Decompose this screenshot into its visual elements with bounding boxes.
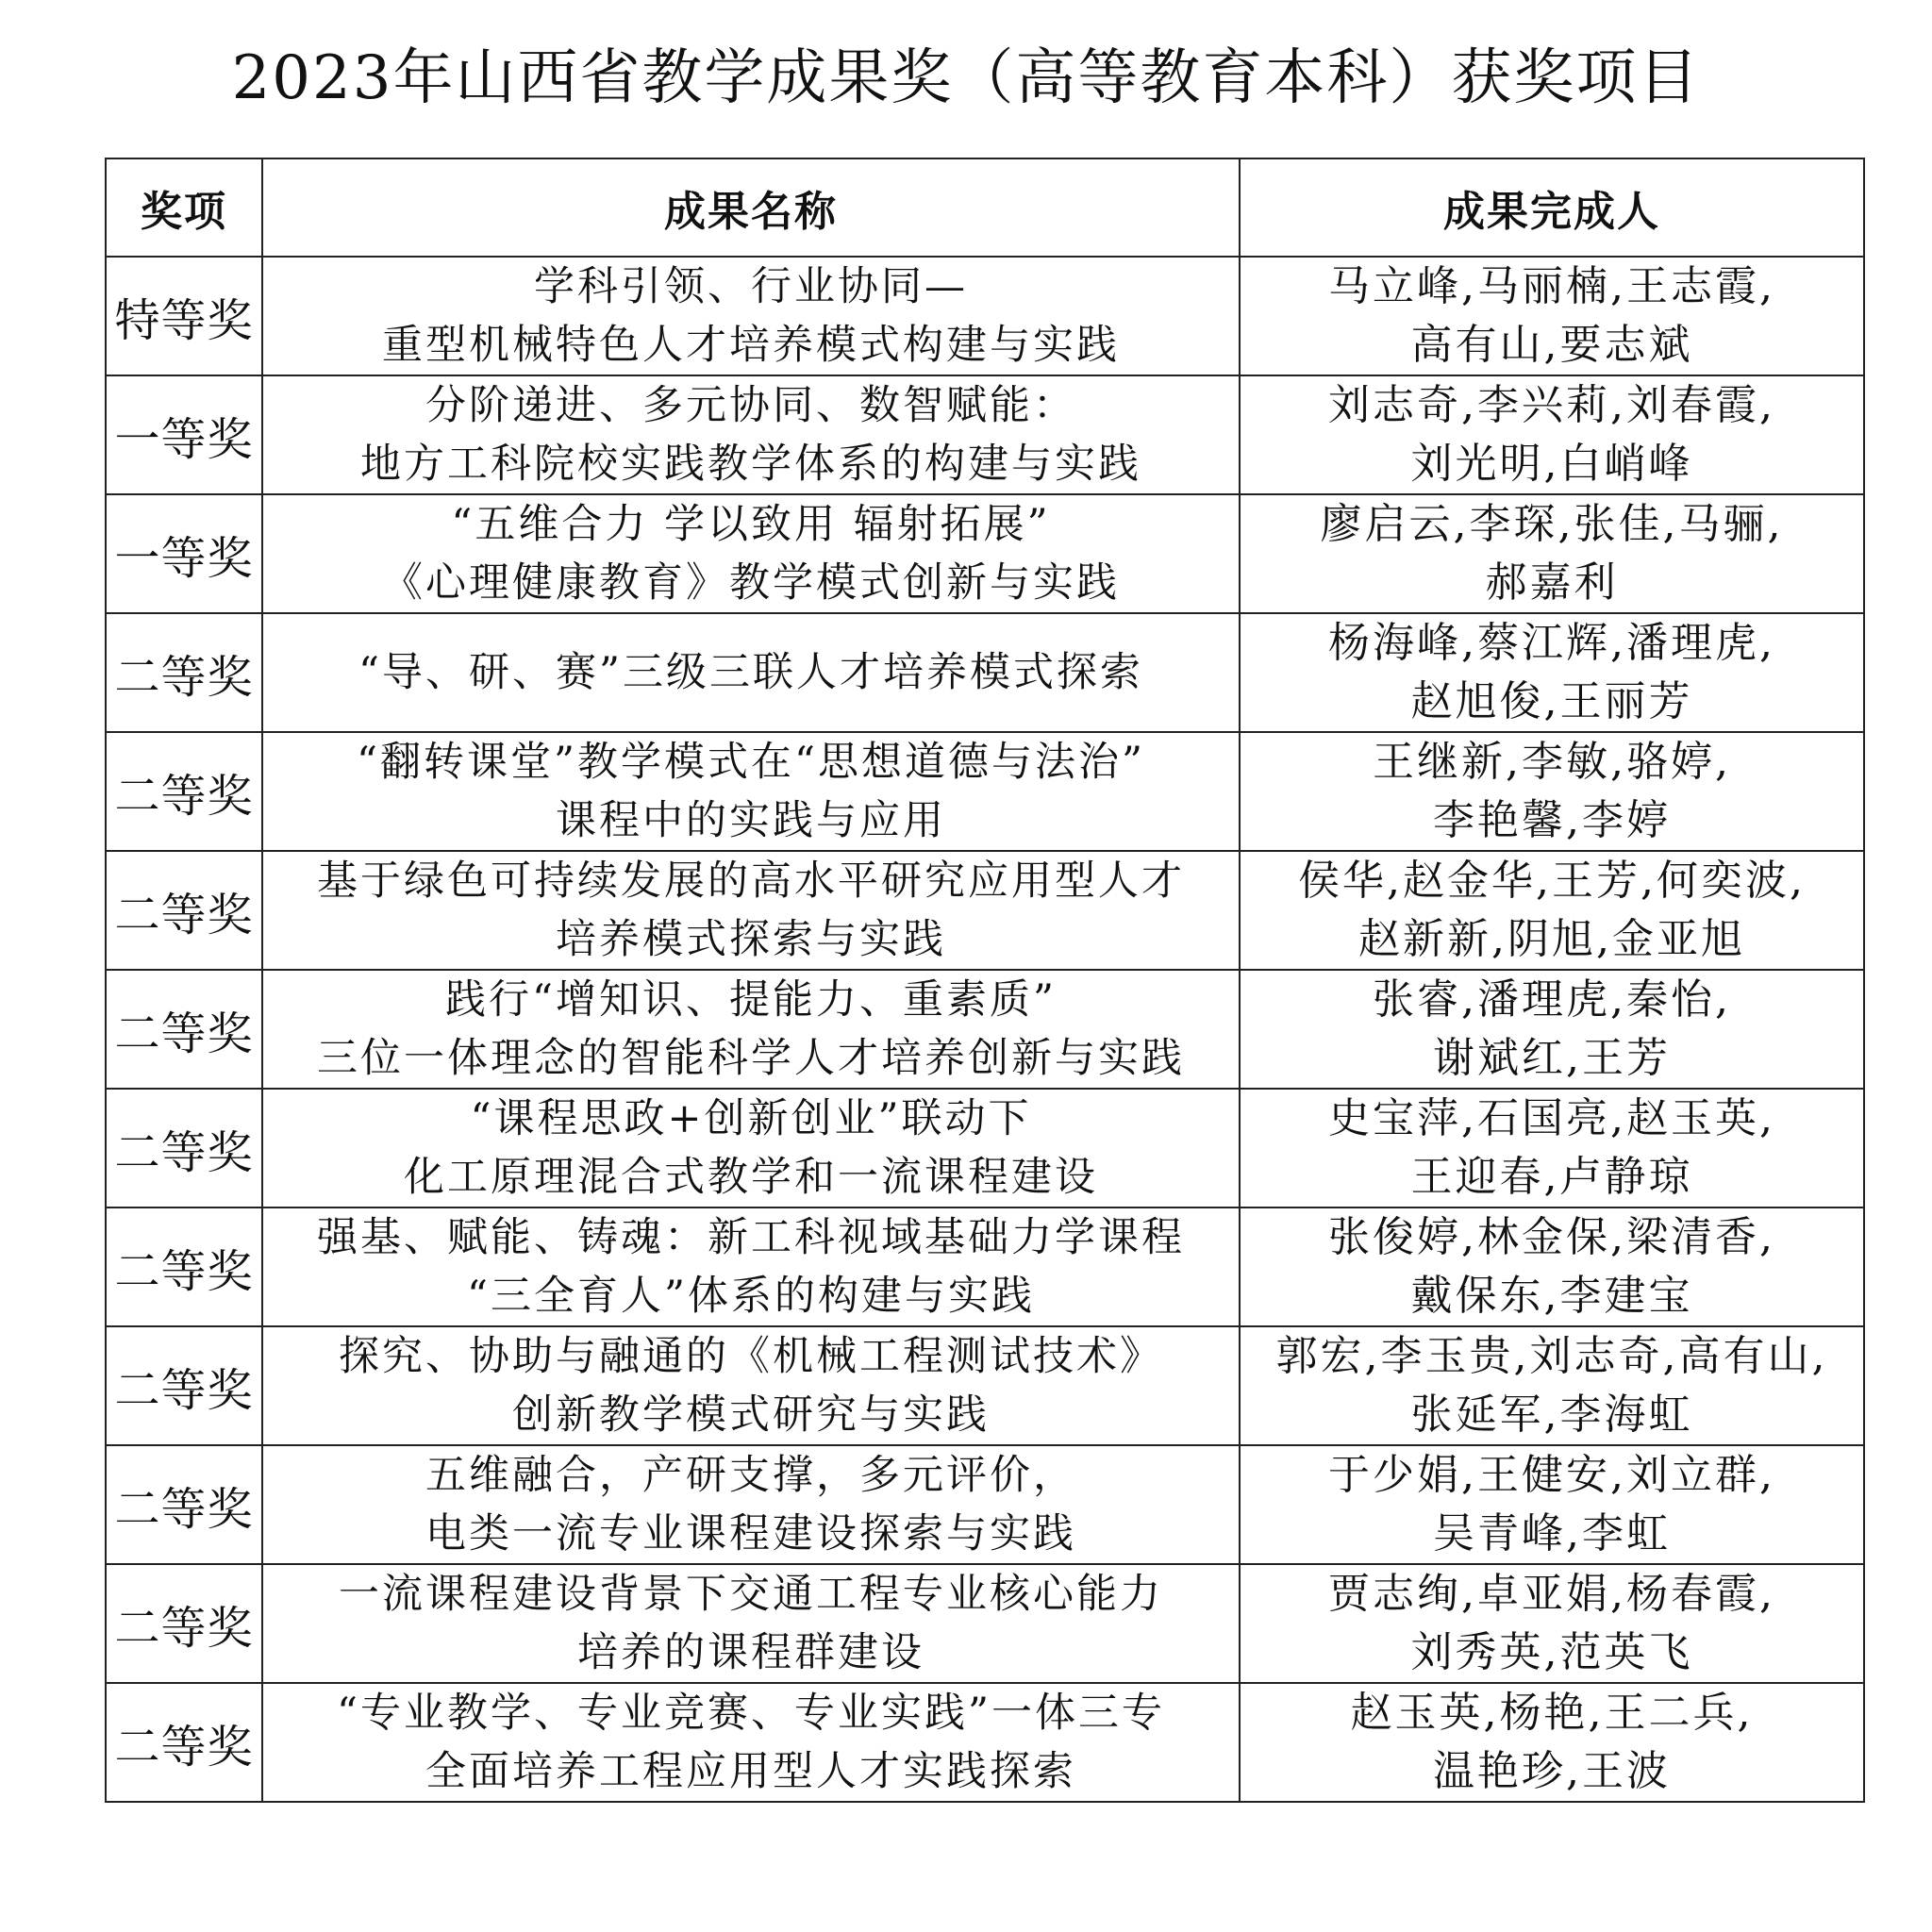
people-line: 赵玉英,杨艳,王二兵, bbox=[1350, 1689, 1754, 1737]
people-cell bbox=[1240, 1564, 1864, 1683]
table-header-row bbox=[106, 158, 1864, 257]
table-row bbox=[106, 970, 1864, 1089]
name-cell bbox=[262, 494, 1240, 613]
name-line: 《心理健康教育》教学模式创新与实践 bbox=[382, 559, 1120, 607]
award-cell: 特等奖 bbox=[106, 257, 262, 375]
name-line: 一流课程建设背景下交通工程专业核心能力 bbox=[339, 1571, 1163, 1618]
people-line: 于少娟,王健安,刘立群, bbox=[1328, 1451, 1775, 1499]
name-line: 地方工科院校实践教学体系的构建与实践 bbox=[360, 441, 1141, 488]
table-row bbox=[106, 613, 1864, 732]
name-cell bbox=[262, 732, 1240, 851]
people-cell bbox=[1240, 970, 1864, 1089]
people-line: 李艳馨,李婷 bbox=[1433, 796, 1671, 844]
name-line: 强基、赋能、铸魂：新工科视域基础力学课程 bbox=[317, 1214, 1185, 1261]
name-line: 重型机械特色人才培养模式构建与实践 bbox=[382, 322, 1120, 369]
award-cell: 一等奖 bbox=[106, 375, 262, 494]
people-line: 史宝萍,石国亮,赵玉英, bbox=[1328, 1094, 1775, 1142]
award-cell: 二等奖 bbox=[106, 732, 262, 851]
people-line: 高有山,要志斌 bbox=[1410, 321, 1693, 369]
name-line: 基于绿色可持续发展的高水平研究应用型人才 bbox=[317, 858, 1185, 905]
name-line: 探究、协助与融通的《机械工程测试技术》 bbox=[339, 1333, 1163, 1380]
table-row bbox=[106, 851, 1864, 970]
name-cell bbox=[262, 1089, 1240, 1208]
name-cell bbox=[262, 1445, 1240, 1564]
people-cell bbox=[1240, 257, 1864, 375]
people-line: 王迎春,卢静琼 bbox=[1410, 1153, 1693, 1201]
award-cell: 二等奖 bbox=[106, 851, 262, 970]
people-cell bbox=[1240, 1208, 1864, 1326]
name-cell bbox=[262, 1208, 1240, 1326]
people-cell bbox=[1240, 1089, 1864, 1208]
people-line: 张延军,李海虹 bbox=[1410, 1391, 1693, 1439]
name-line: 践行“增知识、提能力、重素质” bbox=[445, 976, 1057, 1024]
award-cell: 二等奖 bbox=[106, 613, 262, 732]
name-line: 创新教学模式研究与实践 bbox=[512, 1391, 990, 1439]
award-cell: 二等奖 bbox=[106, 1089, 262, 1208]
name-line: “三全育人”体系的构建与实践 bbox=[467, 1273, 1035, 1320]
page-title: 2023年山西省教学成果奖（高等教育本科）获奖项目 bbox=[231, 43, 1701, 113]
award-cell: 二等奖 bbox=[106, 1326, 262, 1445]
award-cell: 一等奖 bbox=[106, 494, 262, 613]
people-cell bbox=[1240, 1683, 1864, 1802]
table-row bbox=[106, 732, 1864, 851]
people-line: 张俊婷,林金保,梁清香, bbox=[1328, 1213, 1775, 1261]
people-line: 侯华,赵金华,王芳,何奕波, bbox=[1298, 857, 1806, 905]
table-row bbox=[106, 1326, 1864, 1445]
people-line: 张睿,潘理虎,秦怡, bbox=[1373, 975, 1731, 1024]
people-line: 温艳珍,王波 bbox=[1433, 1747, 1671, 1795]
name-cell bbox=[262, 375, 1240, 494]
people-line: 刘秀英,范英飞 bbox=[1410, 1628, 1693, 1676]
people-line: 郭宏,李玉贵,刘志奇,高有山, bbox=[1275, 1332, 1828, 1380]
award-cell: 二等奖 bbox=[106, 1683, 262, 1802]
name-line: “专业教学、专业竞赛、专业实践”一体三专 bbox=[337, 1690, 1165, 1737]
people-line: 贾志绚,卓亚娟,杨春霞, bbox=[1328, 1570, 1775, 1618]
people-line: 赵旭俊,王丽芳 bbox=[1410, 677, 1693, 725]
table-row bbox=[106, 494, 1864, 613]
name-line: “翻转课堂”教学模式在“思想道德与法治” bbox=[357, 739, 1145, 786]
name-cell bbox=[262, 970, 1240, 1089]
people-cell bbox=[1240, 1445, 1864, 1564]
table-row bbox=[106, 1089, 1864, 1208]
name-line: “导、研、赛”三级三联人才培养模式探索 bbox=[358, 649, 1143, 696]
name-cell bbox=[262, 851, 1240, 970]
name-line: 全面培养工程应用型人才实践探索 bbox=[425, 1748, 1076, 1795]
award-cell: 二等奖 bbox=[106, 1564, 262, 1683]
people-cell bbox=[1240, 732, 1864, 851]
name-line: 三位一体理念的智能科学人才培养创新与实践 bbox=[317, 1035, 1185, 1082]
awards-table bbox=[105, 158, 1865, 1803]
people-line: 刘光明,白峭峰 bbox=[1410, 440, 1693, 488]
table-row bbox=[106, 1208, 1864, 1326]
award-cell: 二等奖 bbox=[106, 1445, 262, 1564]
people-line: 廖启云,李琛,张佳,马骊, bbox=[1320, 500, 1784, 548]
name-cell bbox=[262, 1683, 1240, 1802]
name-line: “课程思政+创新创业”联动下 bbox=[470, 1095, 1032, 1142]
table-row bbox=[106, 1683, 1864, 1802]
name-line: 学科引领、行业协同— bbox=[534, 263, 968, 310]
header-award: 奖项 bbox=[106, 158, 262, 257]
name-line: 培养模式探索与实践 bbox=[556, 916, 946, 963]
people-line: 谢斌红,王芳 bbox=[1433, 1034, 1671, 1082]
people-cell bbox=[1240, 494, 1864, 613]
people-line: 赵新新,阴旭,金亚旭 bbox=[1358, 915, 1745, 963]
table-row bbox=[106, 1445, 1864, 1564]
name-cell bbox=[262, 1326, 1240, 1445]
table-row bbox=[106, 257, 1864, 375]
name-line: 培养的课程群建设 bbox=[577, 1629, 924, 1676]
name-cell bbox=[262, 257, 1240, 375]
people-cell bbox=[1240, 613, 1864, 732]
people-line: 马立峰,马丽楠,王志霞, bbox=[1328, 262, 1775, 310]
people-line: 戴保东,李建宝 bbox=[1410, 1272, 1693, 1320]
name-cell bbox=[262, 613, 1240, 732]
people-line: 杨海峰,蔡江辉,潘理虎, bbox=[1328, 619, 1775, 667]
award-cell: 二等奖 bbox=[106, 970, 262, 1089]
name-line: 课程中的实践与应用 bbox=[556, 797, 946, 844]
people-cell bbox=[1240, 851, 1864, 970]
name-line: 化工原理混合式教学和一流课程建设 bbox=[404, 1154, 1098, 1201]
name-line: 五维融合，产研支撑，多元评价， bbox=[425, 1452, 1076, 1499]
people-cell bbox=[1240, 375, 1864, 494]
people-cell bbox=[1240, 1326, 1864, 1445]
name-cell bbox=[262, 1564, 1240, 1683]
name-line: 电类一流专业课程建设探索与实践 bbox=[425, 1510, 1076, 1557]
award-cell: 二等奖 bbox=[106, 1208, 262, 1326]
table-row bbox=[106, 1564, 1864, 1683]
header-name: 成果名称 bbox=[262, 158, 1240, 257]
name-line: “五维合力 学以致用 辐射拓展” bbox=[451, 501, 1051, 548]
people-line: 刘志奇,李兴莉,刘春霞, bbox=[1328, 381, 1775, 429]
people-line: 郝嘉利 bbox=[1485, 558, 1619, 607]
name-line: 分阶递进、多元协同、数智赋能： bbox=[425, 382, 1076, 429]
people-line: 吴青峰,李虹 bbox=[1433, 1509, 1671, 1557]
table-row bbox=[106, 375, 1864, 494]
header-people: 成果完成人 bbox=[1240, 158, 1864, 257]
people-line: 王继新,李敏,骆婷, bbox=[1373, 738, 1731, 786]
